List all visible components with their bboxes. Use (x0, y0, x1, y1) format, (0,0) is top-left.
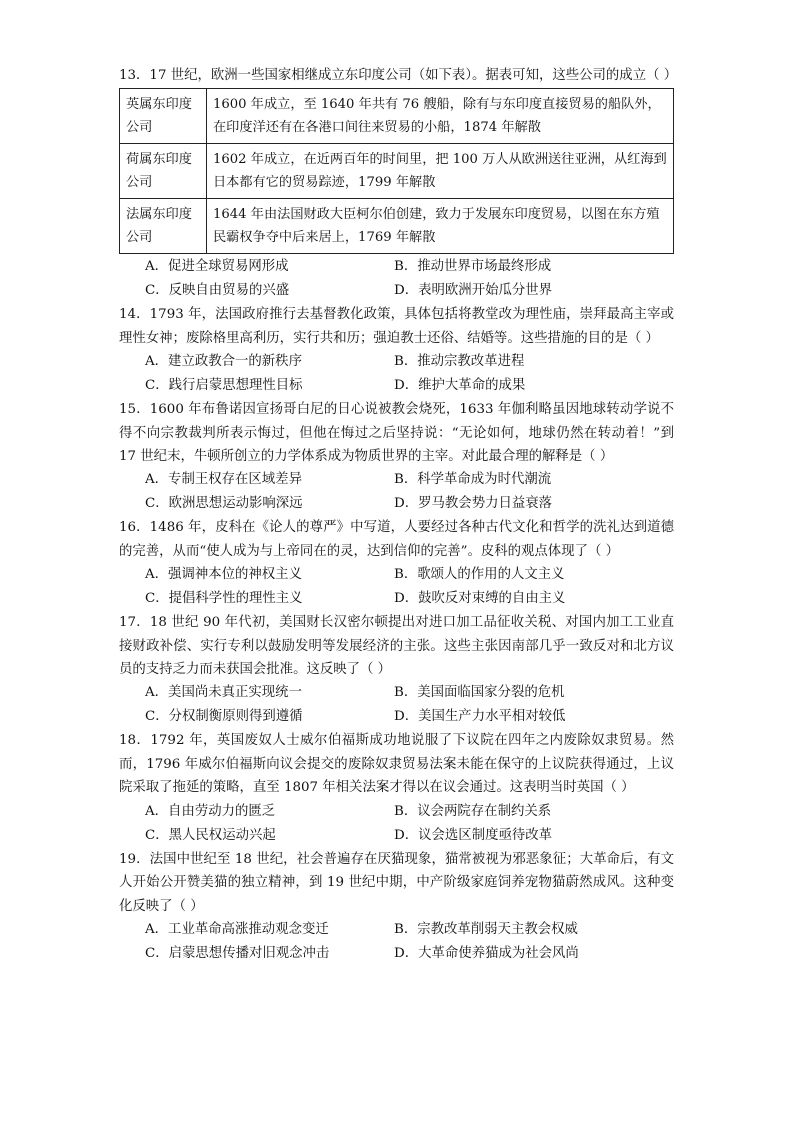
option-b[interactable]: B．推动世界市场最终形成 (394, 259, 552, 275)
option-d[interactable]: D．维护大革命的成果 (394, 378, 526, 394)
option-b[interactable]: B．美国面临国家分裂的危机 (394, 685, 565, 701)
option-b[interactable]: B．科学革命成为时代潮流 (394, 472, 552, 488)
option-c[interactable]: C．反映自由贸易的兴盛 (145, 283, 290, 299)
east-india-companies-table (119, 88, 674, 254)
options (119, 918, 674, 966)
question-19 (119, 848, 674, 966)
question-stem: 15．1600 年布鲁诺因宣扬哥白尼的日心说被教会烧死，1633 年伽利略虽因地球转动学说不得不向宗教裁判所表示悔过，但他在悔过之后坚持说：“无论如何，地球仍然在转动着！”到 17 世纪末，牛顿所创立的力学体系成为物质世界的主宰。对此最合理的解释是（ ） (119, 402, 674, 465)
table-row (120, 199, 674, 254)
options (119, 350, 674, 398)
option-c[interactable]: C．分权制衡原则得到遵循 (145, 709, 303, 725)
option-c[interactable]: C．欧洲思想运动影响深远 (145, 496, 303, 512)
option-c[interactable]: C．启蒙思想传播对旧观念冲击 (145, 945, 330, 961)
option-a[interactable]: A．工业革命高涨推动观念变迁 (145, 921, 329, 937)
question-13 (119, 64, 678, 303)
option-a[interactable]: A．美国尚未真正实现统一 (145, 685, 302, 701)
exam-page (119, 64, 678, 966)
option-b[interactable]: B．议会两院存在制约关系 (394, 803, 552, 819)
option-c[interactable]: C．践行启蒙思想理性目标 (145, 378, 303, 394)
option-a[interactable]: A．促进全球贸易网形成 (145, 259, 289, 275)
table-row (120, 144, 674, 199)
question-stem: 16．1486 年，皮科在《论人的尊严》中写道，人要经过各种古代文化和哲学的洗礼达到道德的完善，从而“使人成为与上帝同在的灵，达到信仰的完善”。皮科的观点体现了（ ） (119, 520, 674, 559)
company-name-cell: 荷属东印度公司 (120, 144, 207, 199)
options (119, 681, 674, 729)
option-a[interactable]: A．自由劳动力的匮乏 (145, 803, 276, 819)
question-16 (119, 516, 674, 611)
options (119, 563, 674, 611)
question-14 (119, 303, 674, 398)
option-a[interactable]: A．建立政教合一的新秩序 (145, 354, 302, 370)
options (119, 255, 674, 303)
option-d[interactable]: D．美国生产力水平相对较低 (394, 709, 566, 725)
company-desc-cell: 1602 年成立，在近两百年的时间里，把 100 万人从欧洲送往亚洲，从红海到日本都有它的贸易踪迹，1799 年解散 (207, 144, 674, 199)
option-d[interactable]: D．大革命使养猫成为社会风尚 (394, 945, 579, 961)
options (119, 468, 674, 516)
question-stem: 14．1793 年，法国政府推行去基督教化政策，具体包括将教堂改为理性庙，崇拜最高主宰或理性女神；废除格里高利历，实行共和历；强迫教士还俗、结婚等。这些措施的目的是（ ） (119, 307, 674, 346)
option-d[interactable]: D．鼓吹反对束缚的自由主义 (394, 591, 566, 607)
company-desc-cell: 1644 年由法国财政大臣柯尔伯创建，致力于发展东印度贸易，以图在东方殖民霸权争夺中后来居上，1769 年解散 (207, 199, 674, 254)
option-d[interactable]: D．议会选区制度亟待改革 (394, 827, 553, 843)
option-b[interactable]: B．宗教改革削弱天主教会权威 (394, 921, 578, 937)
question-stem: 19．法国中世纪至 18 世纪，社会普遍存在厌猫现象，猫常被视为邪恶象征；大革命后，有文人开始公开赞美猫的独立精神，到 19 世纪中期，中产阶级家庭饲养宠物猫蔚然成风。这种变化反映了（ ） (119, 851, 674, 914)
option-b[interactable]: B．推动宗教改革进程 (394, 354, 525, 370)
option-a[interactable]: A．专制王权存在区域差异 (145, 472, 302, 488)
option-b[interactable]: B．歌颂人的作用的人文主义 (394, 567, 565, 583)
company-name-cell: 英属东印度公司 (120, 89, 207, 144)
question-stem: 17．18 世纪 90 年代初，美国财长汉密尔顿提出对进口加工品征收关税、对国内加工工业直接财政补偿、实行专利以鼓励发明等发展经济的主张。这些主张因南部几乎一致反对和北方议员的支持乏力而未获国会批准。这反映了（ ） (119, 615, 674, 678)
option-c[interactable]: C．黑人民权运动兴起 (145, 827, 276, 843)
option-d[interactable]: D．表明欧洲开始瓜分世界 (394, 283, 553, 299)
options (119, 800, 674, 848)
company-name-cell: 法属东印度公司 (120, 199, 207, 254)
company-desc-cell: 1600 年成立，至 1640 年共有 76 艘船，除有与东印度直接贸易的船队外，在印度洋还有在各港口间往来贸易的小船，1874 年解散 (207, 89, 674, 144)
question-stem: 13．17 世纪，欧洲一些国家相继成立东印度公司（如下表）。据表可知，这些公司的成立（ ） (119, 68, 678, 83)
question-18 (119, 729, 674, 847)
option-a[interactable]: A．强调神本位的神权主义 (145, 567, 302, 583)
option-d[interactable]: D．罗马教会势力日益衰落 (394, 496, 553, 512)
question-15 (119, 398, 674, 516)
table-row (120, 89, 674, 144)
option-c[interactable]: C．提倡科学性的理性主义 (145, 591, 303, 607)
question-stem: 18．1792 年，英国废奴人士威尔伯福斯成功地说服了下议院在四年之内废除奴隶贸易。然而，1796 年威尔伯福斯向议会提交的废除奴隶贸易法案未能在保守的上议院获得通过，上议院采取了拖延的策略，直至 1807 年相关法案才得以在议会通过。这表明当时英国（ ） (119, 733, 674, 796)
question-17 (119, 611, 674, 729)
